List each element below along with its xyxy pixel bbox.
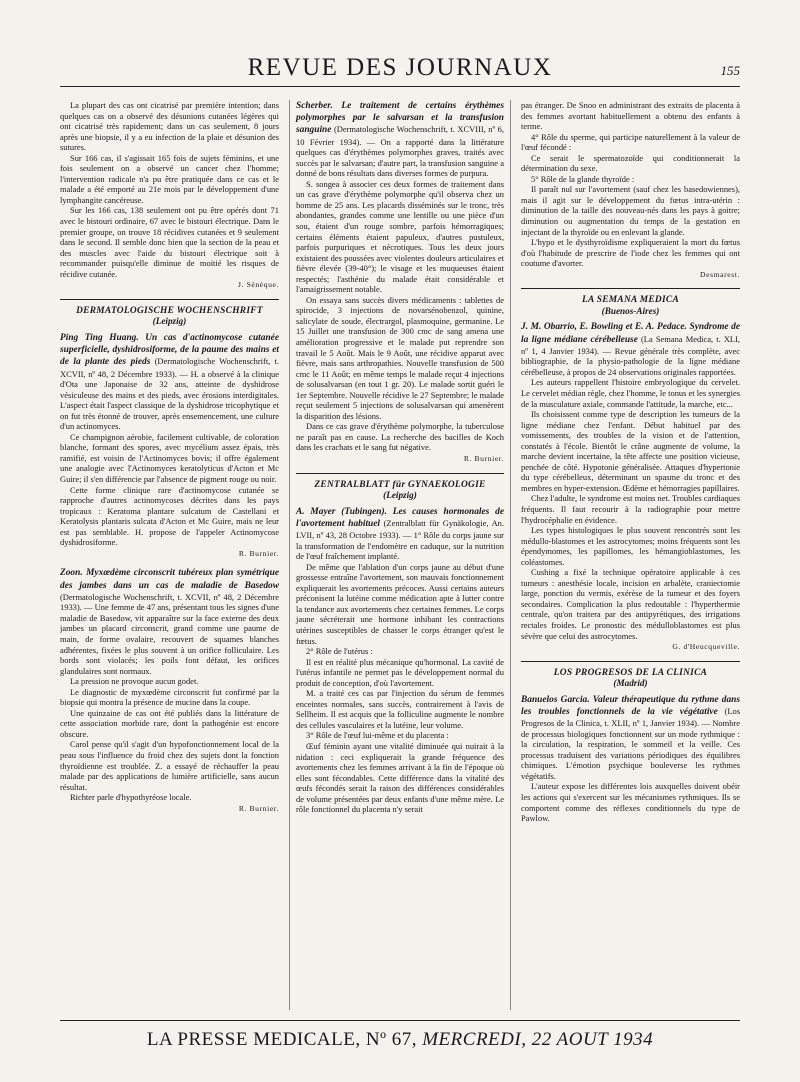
paragraph: M. a traité ces cas par l'injection du sérum de femmes enceintes normales, sans succès, contrairement à l'avis de Sellheim. Il est acquis que la folliculine augmente le nombre des cellules vasculaires et la lutéine, leur volume. bbox=[296, 688, 504, 730]
article-source: (Zentralblatt für Gynäkologie, An. LVII, nº 43, 28 Octobre 1933). bbox=[296, 517, 504, 541]
article bbox=[521, 321, 740, 377]
article-source: (Dermatologische Wochenschrift, t. XCVIII, nº 6, 10 Février 1934). bbox=[296, 124, 504, 147]
paragraph: Ils choisissent comme type de description les tumeurs de la ligne médiane chez l'enfant. Début habituel par des vomissements, des troubles de la vision et de l'attention, constatés à l'école. Bientôt le crâne augmente de volume, la marche devient incertaine, la tête affecte une position vicieuse, penchée de côté. Hypotonie généralisée. Attaques d'hypertonie du type cérébelleux, déterminant un spasme du tronc et des membres en hyper-extension. Œdème et hémorragies papillaires. bbox=[521, 409, 740, 493]
article-text: — Une femme de 47 ans, présentant tous les signes d'une maladie de Basedow, vit apparaître sur la face externe des deux jambes un placard circonscrit, grand comme une paume de main, de forme ovalaire, recouvert de squames blanches adhérentes, fixées le plus souvent à un orifice folliculaire. Les bords sont violacés; les poils font défaut, les orifices glandulaires sont normaux. bbox=[60, 602, 279, 676]
article-source: (La Semana Medica, t. XLI, nº 1, 4 Janvier 1934). bbox=[521, 333, 740, 356]
article-text: — H. a observé à la clinique d'Ota une Japonaise de 32 ans, atteinte de dyshidrose vésiculeuse des mains et des pieds, avec érosions interdigitales. L'aspect était l'aspect classique de la dyshidrose tricophytique et on fut très étonné de trouver, après ensemencement, une culture d'un actinomyces. bbox=[60, 368, 280, 432]
article-heading: J. M. Obarrio, E. Bowling et E. A. Pedace. Syndrome de la ligne médiane cérébelleuse bbox=[521, 322, 740, 345]
author-signature: J. Sénèque. bbox=[238, 280, 279, 290]
author-signature: R. Burnier. bbox=[463, 454, 504, 464]
journal-name: LA SEMANA MEDICA bbox=[581, 295, 680, 306]
paragraph: 2° Rôle de l'utérus : bbox=[306, 646, 373, 657]
paragraph: L'auteur expose les différentes lois auxquelles doivent obéir les actions qui s'exercent sur les mécanismes rythmiques. Ils se comportent comme des réflexes conditionnels du type de Pawlow. bbox=[521, 781, 740, 824]
journal-city: (Leipzig) bbox=[152, 316, 187, 327]
journal-city: (Madrid) bbox=[613, 678, 648, 689]
page-title: REVUE DES JOURNAUX bbox=[247, 54, 553, 81]
paragraph: 5° Rôle de la glande thyroïde : bbox=[531, 173, 635, 184]
column-right bbox=[518, 100, 740, 1010]
author-signature: R. Burnier. bbox=[238, 803, 279, 813]
section-divider bbox=[521, 288, 740, 289]
paragraph: Sur les 166 cas, 138 seulement ont pu être opérés dont 71 avec le bistouri ordinaire, 67 avec le bistouri électrique. Dans le premier groupe, on trouve 18 récidives cutanées et 9 seulement dans le second. Il semble donc bien que la section de la peau et des muscles avec l'aide du bistouri électrique soit à recommander puisqu'elle diminue de moitié les risques de récidive cutanée. bbox=[60, 205, 279, 279]
article-heading: Scherber. Le traitement de certains érythèmes polymorphes par le salvarsan et la transfusion sanguine bbox=[296, 101, 504, 136]
article-columns bbox=[60, 100, 740, 1010]
section-divider bbox=[296, 473, 504, 474]
author-signature: Desmarest. bbox=[700, 269, 740, 279]
column-left bbox=[60, 100, 282, 1010]
article-source: (Dermatologische Wochenschrift, t. XCVII, nº 48, 2 Décembre 1933). bbox=[60, 591, 279, 613]
paragraph: S. songea à associer ces deux formes de traitement dans un cas grave d'érythème polymorphe qu'il observa chez un homme de 25 ans. Les placards disséminés sur le tronc, très abondantes, grandes comme une lentille ou une pièce d'un sou, étaient d'un rouge sombre, parfois hémorragiques; certains éléments étaient papuleux, d'autres pustuleux, parfois purpuriques et nécrotiques. Tous les deux jours existaient des poussées avec violentes douleurs articulaires et fièvre élevée (39-40°); le visage et les muqueuses étaient respectés; l'asthénie du malade était considérable et l'amaigrissement notable. bbox=[296, 178, 504, 295]
column-middle bbox=[289, 100, 511, 1010]
article-heading: A. Mayer (Tubingen). Les causes hormonales de l'avortement habituel bbox=[296, 506, 504, 529]
article bbox=[521, 694, 740, 782]
article-text: — Revue générale très complète, avec bibliographie, de la physio-pathologie de la ligne médiane cérébelleuse, à propos de 24 observations originales rapportées. bbox=[521, 345, 740, 377]
footer-date: MERCREDI, 22 AOUT 1934 bbox=[422, 1029, 654, 1050]
paragraph: Œuf féminin ayant une vitalité diminuée qui nuirait à la nidation : ceci expliquerait la grande fréquence des avortements chez les femmes arrivant à la fin de l'époque où elles sont fécondables. Cette différence dans la vitalité des œufs fécondés serait la raison des différences considérables de volume présentées par deux enfants d'une même mère. Le rôle fonctionnel du placenta n'y serait bbox=[296, 741, 504, 815]
article bbox=[296, 506, 504, 562]
author-signature: R. Burnier. bbox=[238, 548, 279, 558]
journal-name: DERMATOLOGISCHE WOCHENSCHRIFT bbox=[76, 305, 263, 316]
paragraph: Ce champignon aérobie, facilement cultivable, de coloration blanche, formant des spores, avec mycélium assez épais, très ramifié, est voisin de l'Actinomyces bovis; il offre également une analogie avec l'Actinomyces keratolyticus d'Acton et Mc Guire; il s'en différencie par l'absence de pigment rouge ou noir. bbox=[60, 431, 279, 485]
journal-city: (Leipzig) bbox=[383, 490, 417, 501]
paragraph: Carol pense qu'il s'agit d'un hypofonctionnement local de la peau sous l'influence du froid chez des sujets dont la fonction thyroïdienne est troublée. Z. a essayé de réchauffer la peau malade par des applications de lumière artificielle, sans aucun résultat. bbox=[60, 739, 279, 792]
article-heading: Ping Ting Huang. Un cas d'actinomycose cutanée superficielle, dyshidrosiforme, de la paume des mains et de la plante des pieds bbox=[60, 332, 279, 368]
article-source: (Los Progresos de la Clinica, t. XLII, nº 1, Janvier 1934). bbox=[521, 705, 740, 729]
article-text: — On a rapporté dans la littérature quelques cas d'érythèmes polymorphes graves, traités avec succès par le salvarsan; d'autre part, la transfusion sanguine a donné de bons résultats dans diverses formes de purpura. bbox=[296, 136, 504, 179]
section-divider bbox=[521, 661, 740, 662]
article-text: — 1° Rôle du corps jaune sur la transformation de l'endomètre en caduque, sur la nutrition de l'œuf fraîchement implanté. bbox=[296, 530, 504, 562]
paragraph: Dans ce cas grave d'érythème polymorphe, la tuberculose ne paraît pas en cause. La recherche des bacilles de Koch dans les crachats et le sang fut négative. bbox=[296, 421, 504, 453]
journal-city: (Buenos-Aires) bbox=[601, 305, 660, 316]
article-source: (Dermatologische Wochenschrift, t. XCVII, nº 48, 2 Décembre 1933). bbox=[60, 356, 279, 379]
page-number: 155 bbox=[720, 63, 740, 78]
journal-name: LOS PROGRESOS DE LA CLINICA bbox=[553, 667, 708, 678]
paragraph: 3° Rôle de l'œuf lui-même et du placenta : bbox=[306, 730, 449, 741]
paragraph: Les types histologiques le plus souvent rencontrés sont les médullo-blastomes et les astrocytomes; moins fréquents sont les épendymomes, les papillomes, les hémangioblastomes, les coléastomes. bbox=[521, 525, 740, 567]
paragraph: Le diagnostic de myxœdème circonscrit fut confirmé par la biopsie qui montra la présence de mucine dans la coupe. bbox=[60, 686, 279, 708]
paragraph: Richter parle d'hypothyréose locale. bbox=[70, 792, 192, 803]
article-heading: Banuelos Garcia. Valeur thérapeutique du rythme dans les troubles fonctionnels de la vie végétative bbox=[521, 694, 740, 717]
paragraph: Il paraît nul sur l'avortement (sauf chez les basedowiennes), mais il agit sur le développement du fœtus intra-utérin : diminution de la taille des nouveau-nés dans les pays à goitre; diminution ou augmentation du temps de la gestation en injectant de la thyroïde ou en enlevant la glande. bbox=[521, 184, 740, 237]
paragraph: Cette forme clinique rare d'actinomycose cutanée se rapproche d'autres actinomycoses décrites dans les pays tropicaux : Keratoma plantare sulcatum de Castellani et Keratolysis plantaris sulcata d'Acton et Mc Guire, mais ne leur est pas semblable. H. propose de l'appeler Actinomycose dyshidrosiforme. bbox=[60, 484, 279, 548]
article bbox=[60, 332, 279, 432]
paragraph: La pression ne provoque aucun godet. bbox=[70, 676, 199, 687]
page-footer bbox=[60, 1020, 740, 1059]
page-header bbox=[60, 52, 740, 87]
paragraph: De même que l'ablation d'un corps jaune au début d'une grossesse entraîne l'avortement, son mauvais fonctionnement expliquerait les avortements précoces. Aussi certains auteurs préconisent la lutéine comme médication apte à lutter contre la tendance aux avortements chez certaines femmes. Le corps jaune sécréterait une hormone inhibant les contractions utérines susceptibles de chasser le corps étranger qu'est le fœtus. bbox=[296, 561, 504, 646]
article-text: — Nombre de processus biologiques fonctionnent sur un mode rythmique : la circulation, la respiration, le sommeil et la veille. Ces processus traduisent des variations périodiques des équilibres chimiques. L'émotion psychique bouleverse les rythmes végétatifs. bbox=[521, 718, 740, 781]
journal-page bbox=[60, 52, 740, 1052]
journal-name: ZENTRALBLATT für GYNAEKOLOGIE bbox=[314, 479, 486, 490]
paragraph: Les auteurs rappellent l'histoire embryologique du cervelet. Le cervelet médian règle, chez l'homme, le tonus et les synergies de la musculature axiale, commande l'attitude, la marche, etc... bbox=[521, 377, 740, 409]
paragraph: 4° Rôle du sperme, qui participe naturellement à la valeur de l'œuf fécondé : bbox=[521, 131, 740, 153]
paragraph: La plupart des cas ont cicatrisé par première intention; dans quelques cas on a observé des désunions cutanées légères qui ont cicatrisé très rapidement; dans un cas seulement, 8 jours après une biopsie, il y a eu infection de la plaie et désunion des sutures. bbox=[60, 100, 279, 153]
paragraph: pas étranger. De Snoo en administrant des extraits de placenta à des femmes avortant habituellement a obtenu des enfants à terme. bbox=[521, 100, 740, 132]
paragraph: On essaya sans succès divers médicaments : tablettes de spirocide, 3 injections de novarsénobenzol, quinine, salicylate de soude, électrargol, plasmoquine, germanine. Le 15 Juillet une transfusion de 300 cmc de sang amena une amélioration progressive et le malade put reprendre son travail le 5 Août. Mais le 9 Août, une récidive apparut avec fièvre, mais sans arthropathies. Nouvelle transfusion de 500 cmc le 11 Août; en même temps le malade reçut 4 injections de solusalvarsan (en tout 1 gr. 20). Le malade sortit guéri le 1er Septembre. Nouvelle récidive le 27 Septembre; le malade reçut seulement 5 injections de solusalvarsan qui amenèrent la disparition des lésions. bbox=[296, 294, 504, 421]
paragraph: L'hypo et le dysthyroïdisme expliqueraient la mort du fœtus d'où l'habitude de prescrire de l'iode chez les femmes qui ont coutume d'avorter. bbox=[521, 237, 740, 269]
paragraph: Chez l'adulte, le syndrome est moins net. Troubles cardiaques fréquents. Il faut recourir à la radiographie pour mettre l'hydrocéphalie en évidence. bbox=[521, 493, 740, 525]
paragraph: Ce serait le spermatozoïde qui conditionnerait la détermination du sexe. bbox=[521, 152, 740, 174]
paragraph: Sur 166 cas, il s'agissait 165 fois de sujets féminins, et une fois seulement on a observé un cancer chez l'homme; l'intervention radicale n'a pu être pratiquée dans ce cas et le malade a été emporté au 21e mois par le développement d'une lymphangite cancéreuse. bbox=[60, 152, 279, 205]
article bbox=[296, 100, 504, 179]
author-signature: G. d'Heucqueville. bbox=[672, 642, 740, 652]
paragraph: Cushing a fixé la technique opératoire applicable à ces tumeurs : anesthésie locale, incision en arbalète, craniectomie large, ponction du vermis, exérèse de la tumeur et des foyers secondaires. Complication la plus redoutable : l'hyperthermie centrale, qu'on traitera par des antipyrétiques, des irrigations rectales froides. Le pronostic des médulloblastomes est plus sévère que celui des astrocytomes. bbox=[521, 567, 740, 641]
article bbox=[60, 567, 279, 676]
footer-journal: LA PRESSE MEDICALE, Nº 67, bbox=[146, 1029, 417, 1050]
paragraph: Une quinzaine de cas ont été publiés dans la littérature de cette association morbide rare, dont la pathogénie est encore obscure. bbox=[60, 707, 279, 739]
article-heading: Zoon. Myxœdème circonscrit tubéreux plan symétrique des jambes dans un cas de maladie de Basedow bbox=[60, 568, 279, 591]
section-divider bbox=[60, 299, 279, 300]
paragraph: Il est en réalité plus mécanique qu'hormonal. La cavité de l'utérus infantile ne permet pas le développement normal du produit de conception, d'où l'avortement. bbox=[296, 656, 504, 688]
